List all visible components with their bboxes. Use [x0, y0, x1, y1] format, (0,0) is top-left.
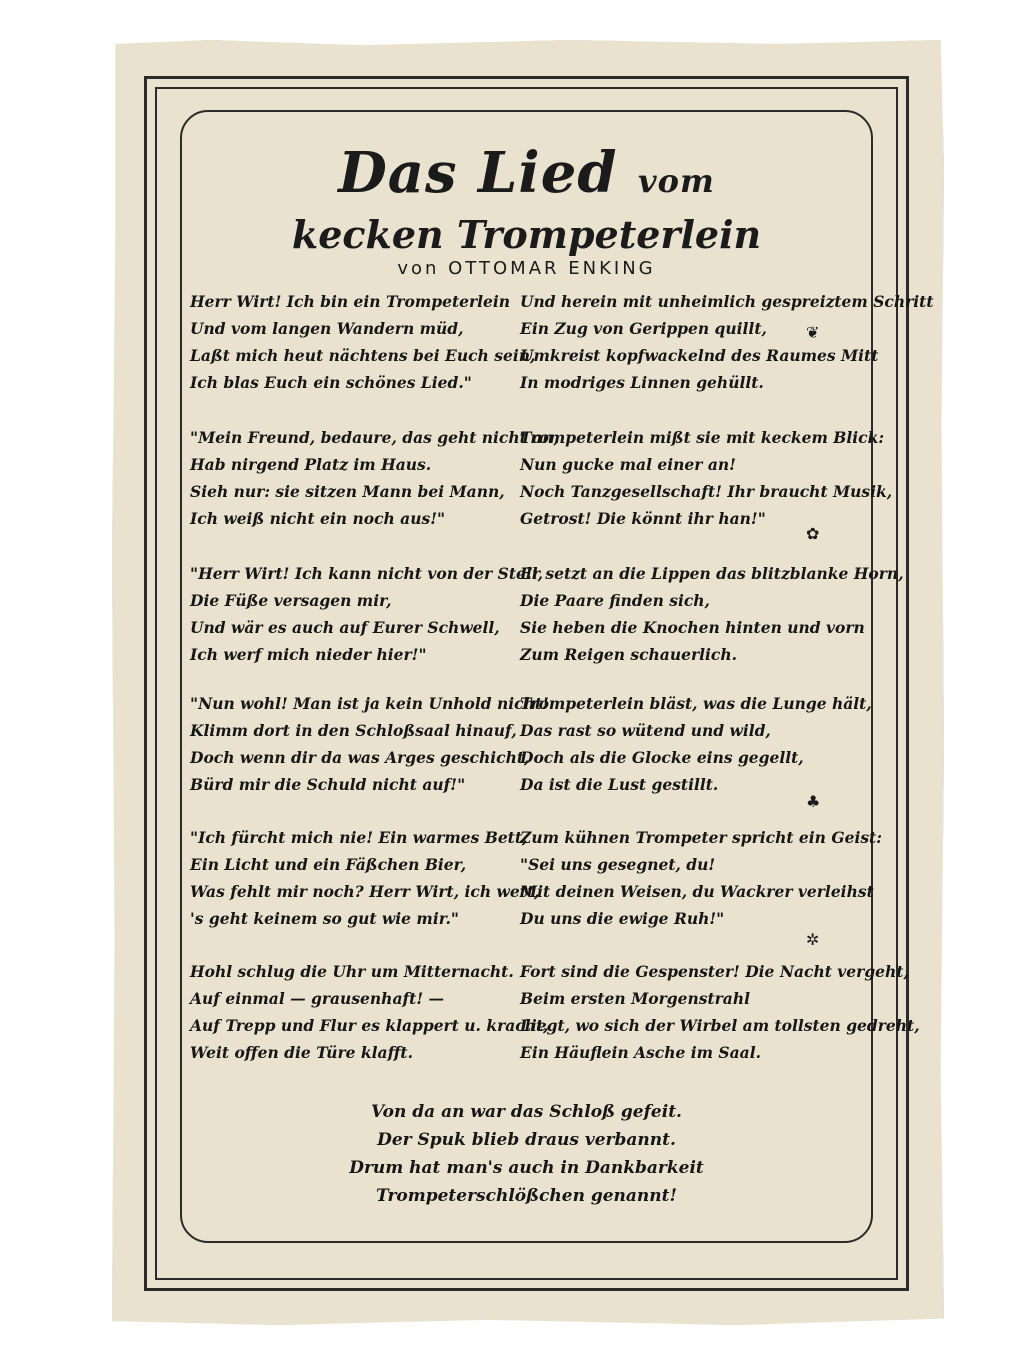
closing-stanza [180, 1098, 873, 1210]
verse-line: Und vom langen Wandern müd, [190, 319, 464, 338]
verse-line: Nun gucke mal einer an! [520, 455, 736, 474]
verse-line: Sie heben die Knochen hinten und vorn [520, 618, 865, 637]
verse-line: Noch Tanzgesellschaft! Ihr braucht Musik, [520, 482, 893, 501]
verse-line: Laßt mich heut nächtens bei Euch sein, [190, 346, 536, 365]
rounded-border [180, 110, 934, 1243]
verse-line: Ein Zug von Gerippen quillt, [520, 319, 767, 338]
closing-line: Drum hat man's auch in Dankbarkeit [349, 1158, 704, 1178]
verse-line: Was fehlt mir noch? Herr Wirt, ich wett, [190, 882, 540, 901]
title-das-lied: Das Lied [338, 140, 618, 206]
title-main [180, 140, 873, 206]
verse-line: 's geht keinem so gut wie mir." [190, 909, 459, 928]
stanza-right-3 [520, 560, 904, 668]
verse-line: Getrost! Die könnt ihr han!" [520, 509, 766, 528]
stanza-left-4 [190, 690, 549, 798]
verse-line: Ich blas Euch ein schönes Lied." [190, 373, 472, 392]
verse-line: Bürd mir die Schuld nicht auf!" [190, 775, 466, 794]
verse-line: Trompeterlein mißt sie mit keckem Blick: [520, 428, 885, 447]
verse-line: Fort sind die Gespenster! Die Nacht vergeht, [520, 962, 909, 981]
stanza-left-1 [190, 288, 536, 396]
verse-line: In modriges Linnen gehüllt. [520, 373, 764, 392]
title-line2: kecken Trompeterlein [291, 212, 762, 257]
verse-line: Ich werf mich nieder hier!" [190, 645, 427, 664]
stanza-right-2 [520, 424, 893, 532]
clover-ornament-icon: ♣ [806, 792, 821, 811]
verse-line: Und herein mit unheimlich gespreiztem Schritt [520, 292, 934, 311]
verse-line: Auf einmal — grausenhaft! — [190, 989, 445, 1008]
verse-line: Die Paare finden sich, [520, 591, 710, 610]
verse-line: "Mein Freund, bedaure, das geht nicht an, [190, 428, 559, 447]
stanza-right-4 [520, 690, 872, 798]
closing-line: Von da an war das Schloß gefeit. [371, 1102, 682, 1122]
verse-line: Und wär es auch auf Eurer Schwell, [190, 618, 500, 637]
verse-line: Weit offen die Türe klafft. [190, 1043, 413, 1062]
verse-line: Das rast so wütend und wild, [520, 721, 771, 740]
verse-line: Da ist die Lust gestillt. [520, 775, 719, 794]
stanza-left-5 [190, 824, 540, 932]
verse-line: Ich weiß nicht ein noch aus!" [190, 509, 446, 528]
verse-line: Trompeterlein bläst, was die Lunge hält, [520, 694, 872, 713]
verse-line: "Ich fürcht mich nie! Ein warmes Bett, [190, 828, 528, 847]
closing-line: Der Spuk blieb draus verbannt. [377, 1130, 676, 1150]
verse-line: Du uns die ewige Ruh!" [520, 909, 725, 928]
leaf-ornament-icon: ❦ [806, 323, 820, 342]
stanza-right-5 [520, 824, 882, 932]
verse-line: Auf Trepp und Flur es klappert u. kracht, [190, 1016, 549, 1035]
stanza-left-2 [190, 424, 559, 532]
verse-line: Umkreist kopfwackelnd des Raumes Mitt [520, 346, 879, 365]
verse-line: Hohl schlug die Uhr um Mitternacht. [190, 962, 514, 981]
star-ornament-icon: ✲ [806, 930, 820, 949]
verse-line: Er setzt an die Lippen das blitzblanke Horn, [520, 564, 904, 583]
verse-line: Sieh nur: sie sitzen Mann bei Mann, [190, 482, 505, 501]
verse-line: Beim ersten Morgenstrahl [520, 989, 750, 1008]
stanza-right-1 [520, 288, 934, 396]
verse-line: Doch wenn dir da was Arges geschicht, [190, 748, 530, 767]
verse-line: Doch als die Glocke eins gegellt, [520, 748, 804, 767]
stanza-right-6 [520, 958, 920, 1066]
title-vom: vom [638, 162, 715, 200]
verse-line: Liegt, wo sich der Wirbel am tollsten gedreht, [520, 1016, 920, 1035]
verse-line: "Sei uns gesegnet, du! [520, 855, 716, 874]
verse-line: Zum kühnen Trompeter spricht ein Geist: [520, 828, 882, 847]
verse-line: Ein Licht und ein Fäßchen Bier, [190, 855, 467, 874]
verse-line: Mit deinen Weisen, du Wackrer verleihst [520, 882, 874, 901]
closing-line: Trompeterschlößchen genannt! [376, 1186, 677, 1206]
stanza-left-3 [190, 560, 544, 668]
verse-line: Herr Wirt! Ich bin ein Trompeterlein [190, 292, 511, 311]
verse-line: "Nun wohl! Man ist ja kein Unhold nicht! [190, 694, 549, 713]
stanza-left-6 [190, 958, 549, 1066]
verse-line: Die Füße versagen mir, [190, 591, 392, 610]
verse-line: Klimm dort in den Schloßsaal hinauf, [190, 721, 517, 740]
verse-line: Ein Häuflein Asche im Saal. [520, 1043, 761, 1062]
flower-ornament-icon: ✿ [806, 524, 820, 543]
author-line: von OTTOMAR ENKING [397, 258, 656, 279]
verse-line: Hab nirgend Platz im Haus. [190, 455, 432, 474]
verse-line: "Herr Wirt! Ich kann nicht von der Stell, [190, 564, 544, 583]
verse-line: Zum Reigen schauerlich. [520, 645, 738, 664]
